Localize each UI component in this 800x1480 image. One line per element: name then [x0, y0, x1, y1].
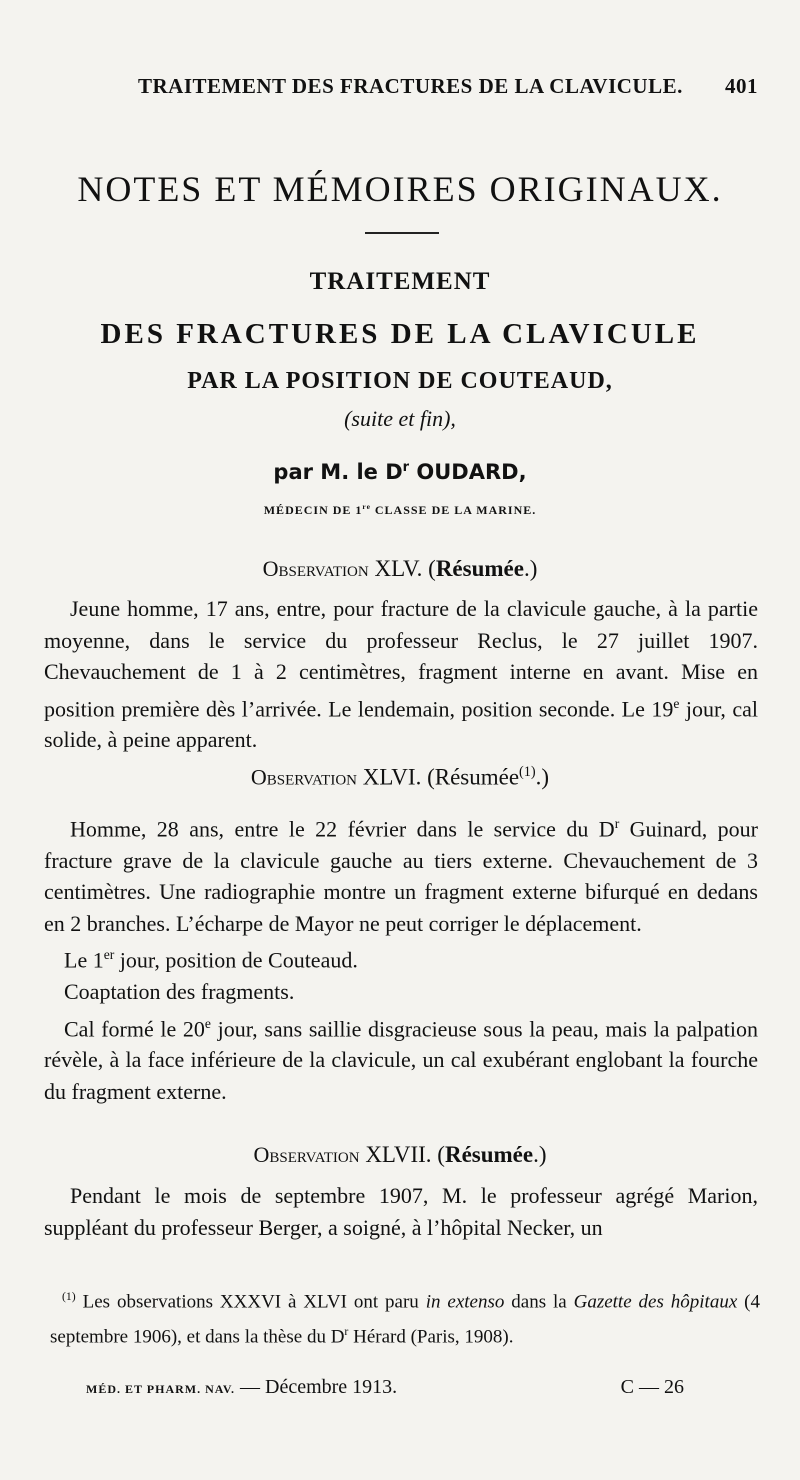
footnote-ref: (1) [519, 764, 536, 780]
observation-resume: Résumée [444, 1142, 534, 1167]
paragraph-text: jour, sans saillie disgracieuse sous la peau, mais la palpation révèle, à la face inférieure de la clavicule, un cal exubérant englobant la fourche du fragment externe. [44, 1015, 758, 1104]
paragraph-sup: er [103, 947, 115, 963]
observation-label: Observation [250, 764, 357, 790]
affiliation-sup: re [362, 502, 371, 511]
title-divider [365, 232, 439, 234]
footer-date: — Décembre 1913. [235, 1376, 398, 1398]
paragraph-text: Le 1 [64, 947, 104, 973]
byline-pre: par M. le D [273, 460, 403, 484]
footer-journal: MÉD. ET PHARM. NAV. [86, 1382, 236, 1396]
footnote-part: Les observations XXXVI à XLVI ont paru [75, 1291, 426, 1313]
footnote-mark: (1) [62, 1290, 76, 1303]
footnote-sup: r [344, 1325, 349, 1339]
affiliation-pre: MÉDECIN DE 1 [263, 503, 363, 517]
observation-number: XLV. ( [368, 556, 436, 581]
footer-imprint [86, 1376, 397, 1399]
article-title-line3: PAR LA POSITION DE COUTEAUD, [187, 368, 613, 394]
observation-heading [0, 1142, 800, 1168]
paragraph-text: Coaptation des fragments. [64, 979, 295, 1005]
paragraph [44, 1008, 758, 1108]
byline [0, 460, 800, 484]
observation-head-end: .) [533, 1142, 547, 1167]
footnote-part: dans la [504, 1291, 574, 1313]
observation-paragraph [44, 593, 758, 756]
paragraph [44, 976, 758, 1008]
observation-paragraph [44, 808, 758, 1107]
paragraph-text: jour, cal solide, à peine apparent. [44, 695, 759, 753]
observation-label: Observation [253, 1142, 360, 1167]
paragraph-text: Homme, 28 ans, entre le 22 février dans le service du D [70, 816, 615, 842]
paragraph [44, 1180, 758, 1243]
paragraph-sup: e [204, 1015, 211, 1031]
observation-head-end: .) [535, 764, 550, 790]
paragraph-sup: e [673, 695, 680, 711]
page-footer [86, 1376, 684, 1399]
footnote-part: Hérard (Paris, 1908). [348, 1326, 514, 1348]
paragraph-text: Guinard, pour fracture grave de la clavicule gauche au tiers externe. Chevauchement de 3 centimètres. Une radiographie montre un fragment externe bifurqué en dedans en 2 branches. L’écharpe de Mayor ne peut corriger le déplacement. [44, 816, 758, 936]
section-title: NOTES ET MÉMOIRES ORIGINAUX. [77, 169, 723, 209]
paragraph-text: Cal formé le 20 [64, 1015, 205, 1041]
footnote-text [50, 1282, 760, 1353]
observation-label: Observation [262, 556, 369, 581]
observation-heading [0, 556, 800, 582]
paragraph-text: jour, position de Couteaud. [114, 947, 358, 973]
footnote-italic: Gazette des hôpitaux [573, 1291, 738, 1313]
article-title-line2: DES FRACTURES DE LA CLAVICULE [100, 318, 700, 350]
observation-head-end: .) [523, 556, 538, 581]
footnote [50, 1282, 760, 1353]
footnote-italic: in extenso [425, 1291, 505, 1313]
article-subtitle: (suite et fin), [344, 406, 456, 431]
paragraph [44, 939, 758, 976]
footnote-part: (4 septembre 1906), et dans la thèse du D [50, 1291, 760, 1348]
page-number: 401 [725, 74, 758, 98]
paragraph [44, 808, 758, 939]
byline-sup: r [402, 460, 410, 475]
affiliation [0, 502, 800, 518]
observation-number: XLVII. ( [359, 1142, 445, 1167]
observation-resume: Résumée [435, 556, 524, 581]
paragraph-text: Jeune homme, 17 ans, entre, pour fracture de la clavicule gauche, à la partie moyenne, dans le service du professeur Reclus, le 27 juillet 1907. Chevauchement de 1 à 2 centimètres, fragment interne en avant. Mise en position première dès l’arrivée. Le lendemain, position seconde. Le 19 [44, 596, 758, 721]
byline-name: OUDARD, [409, 460, 527, 484]
observation-heading [0, 764, 800, 791]
footer-signature: C — 26 [620, 1376, 684, 1398]
article-title-line1: TRAITEMENT [309, 268, 491, 295]
paragraph-text: Pendant le mois de septembre 1907, M. le professeur agrégé Marion, suppléant du professeur Berger, a soigné, à l’hôpital Necker, un [44, 1183, 758, 1240]
observation-paragraph [44, 1180, 758, 1243]
paragraph [44, 593, 758, 756]
paragraph-sup: r [614, 816, 620, 831]
running-head [138, 74, 758, 99]
observation-number: XLVI. (Résumée [357, 764, 520, 790]
affiliation-post: CLASSE DE LA MARINE. [370, 503, 537, 517]
running-head-title: TRAITEMENT DES FRACTURES DE LA CLAVICULE. [138, 74, 683, 98]
